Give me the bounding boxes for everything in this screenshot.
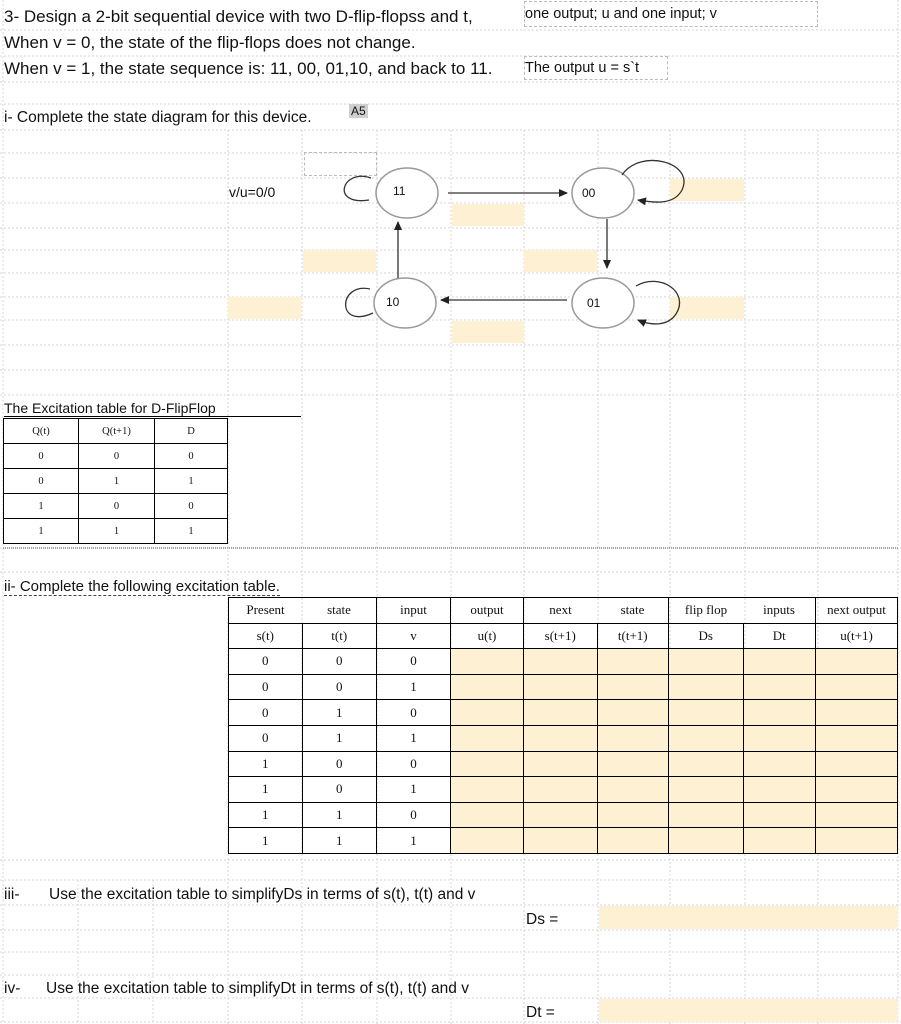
cell: 1 [377,725,451,751]
answer-cell[interactable] [669,700,744,726]
state-diagram [0,0,901,400]
answer-cell[interactable] [669,828,744,854]
table-row [229,777,898,803]
cell: 0 [229,700,303,726]
dff-cell: 1 [155,469,228,494]
part-iv-text [46,980,469,998]
part-iii-text [49,886,475,904]
cell: 0 [302,777,377,803]
part-i-label: i- Complete the state diagram for this device. [4,109,312,126]
answer-cell[interactable] [669,725,744,751]
dff-cell: 1 [79,469,155,494]
state-01-label: 01 [587,296,601,310]
state-10-label: 10 [386,295,400,309]
header-row-1 [229,598,898,624]
answer-cell[interactable] [597,700,669,726]
cell: 0 [377,700,451,726]
answer-cell[interactable] [816,751,898,777]
dff-row [4,469,228,494]
cell: 1 [302,700,377,726]
cell: 1 [302,828,377,854]
answer-cell[interactable] [669,802,744,828]
transition-label: v/u=0/0 [229,184,276,200]
cell: 0 [229,725,303,751]
header-cell: input [377,598,451,624]
cell: 1 [377,777,451,803]
header-cell: Present [229,598,303,624]
state-11-circle[interactable] [376,168,438,218]
cell: 1 [377,828,451,854]
cell: 0 [229,649,303,675]
cell: 1 [229,802,303,828]
cell: 1 [377,674,451,700]
answer-cell[interactable] [669,649,744,675]
answer-cell[interactable] [597,777,669,803]
header-row-2 [229,623,898,649]
header-cell: flip flop [669,598,744,624]
header-cell: u(t) [451,623,524,649]
part-iv-text-b: Dt in terms of s(t), t(t) and v [280,980,469,997]
question-line-3: When v = 1, the state sequence is: 11, 00, 01,10, and back to 11. [4,59,493,78]
answer-cell[interactable] [743,828,816,854]
answer-cell[interactable] [597,828,669,854]
dff-row [4,494,228,519]
answer-cell[interactable] [743,725,816,751]
self-loop-10 [346,288,373,316]
part-iii-text-b: Ds in terms of s(t), t(t) and v [283,886,476,903]
header-cell: next [524,598,598,624]
question-line-1-note-text: one output; u and one input; v [525,6,717,22]
part-iv-number: iv- [4,980,21,997]
cell: 1 [229,751,303,777]
dff-row [4,519,228,544]
dt-answer-field[interactable] [599,999,898,1022]
question-line-2: When v = 0, the state of the flip-flops does not change. [4,33,416,52]
cell: 1 [302,802,377,828]
dff-excitation-table [3,418,228,544]
dff-cell: 1 [4,519,79,544]
cell: 1 [229,777,303,803]
self-loop-01 [636,281,680,324]
answer-cell[interactable] [451,802,524,828]
part-ii-label: ii- Complete the following excitation table. [4,578,280,595]
answer-cell[interactable] [743,700,816,726]
dt-answer-label: Dt = [526,1004,555,1021]
header-cell: state [597,598,669,624]
header-cell: Dt [743,623,816,649]
dff-header-row [4,419,228,444]
table-row [229,802,898,828]
dff-cell: 0 [79,494,155,519]
dff-cell: 1 [79,519,155,544]
cell: 0 [377,802,451,828]
part-iii-text-a: Use the excitation table to simplify [49,886,284,903]
ds-answer-field[interactable] [599,906,898,929]
answer-cell[interactable] [451,649,524,675]
cell: 0 [302,751,377,777]
cell: 0 [377,649,451,675]
answer-cell[interactable] [597,674,669,700]
table-row [229,751,898,777]
ds-answer-label: Ds = [526,911,559,928]
header-cell: s(t) [229,623,303,649]
answer-cell[interactable] [451,725,524,751]
answer-cell[interactable] [743,802,816,828]
answer-cell[interactable] [597,649,669,675]
dff-table-title: The Excitation table for D-FlipFlop [4,400,301,417]
header-cell: s(t+1) [524,623,598,649]
header-cell: state [302,598,377,624]
answer-cell[interactable] [669,777,744,803]
header-cell: v [377,623,451,649]
header-cell: t(t+1) [597,623,669,649]
table-row [229,725,898,751]
answer-cell[interactable] [669,674,744,700]
answer-cell[interactable] [816,777,898,803]
answer-cell[interactable] [743,777,816,803]
answer-cell[interactable] [524,777,598,803]
answer-cell[interactable] [451,751,524,777]
dff-cell: 0 [4,469,79,494]
answer-cell[interactable] [816,649,898,675]
answer-cell[interactable] [597,725,669,751]
answer-cell[interactable] [816,828,898,854]
dff-cell: 1 [4,494,79,519]
dff-header: Q(t+1) [79,419,155,444]
answer-cell[interactable] [743,674,816,700]
self-loop-11 [344,176,371,200]
cell: 1 [302,725,377,751]
answer-cell[interactable] [451,828,524,854]
state-00-label: 00 [582,186,596,200]
cell: 0 [377,751,451,777]
answer-cell[interactable] [816,674,898,700]
table-row [229,828,898,854]
dff-cell: 0 [155,444,228,469]
answer-cell[interactable] [524,828,598,854]
cell: 0 [302,674,377,700]
answer-cell[interactable] [669,751,744,777]
answer-cell[interactable] [743,751,816,777]
question-line-1: 3- Design a 2-bit sequential device with two D-flip-flopss and t, [4,7,473,26]
part-iii-number: iii- [4,886,20,903]
answer-cell[interactable] [816,700,898,726]
dff-cell: 0 [155,494,228,519]
state-11-label: 11 [393,184,406,198]
answer-cell[interactable] [451,700,524,726]
answer-cell[interactable] [524,674,598,700]
answer-cell[interactable] [524,649,598,675]
dff-cell: 0 [79,444,155,469]
state-10-circle[interactable] [374,278,436,328]
dff-header: D [155,419,228,444]
cell: 0 [302,649,377,675]
dff-header: Q(t) [4,419,79,444]
dff-row [4,444,228,469]
answer-cell[interactable] [816,802,898,828]
dff-cell: 1 [155,519,228,544]
answer-cell[interactable] [524,700,598,726]
table-row [229,649,898,675]
answer-cell[interactable] [597,751,669,777]
part-iv-text-a: Use the excitation table to simplify [46,980,281,997]
header-cell: inputs [743,598,816,624]
comment-tag[interactable]: A5 [351,104,366,118]
answer-cell[interactable] [524,751,598,777]
state-01-circle[interactable] [572,278,634,328]
answer-cell[interactable] [816,725,898,751]
cell: 0 [229,674,303,700]
question-line-3-note-text: The output u = s`t [525,60,640,76]
answer-cell[interactable] [743,649,816,675]
header-cell: output [451,598,524,624]
table-row [229,674,898,700]
header-cell: Ds [669,623,744,649]
sequential-excitation-table [228,597,898,854]
header-cell: u(t+1) [816,623,898,649]
table-row [229,700,898,726]
header-cell: next output [816,598,898,624]
cell: 1 [229,828,303,854]
answer-cell[interactable] [597,802,669,828]
answer-cell[interactable] [451,674,524,700]
answer-cell[interactable] [524,802,598,828]
header-cell: t(t) [302,623,377,649]
dff-cell: 0 [4,444,79,469]
answer-cell[interactable] [451,777,524,803]
answer-cell[interactable] [524,725,598,751]
